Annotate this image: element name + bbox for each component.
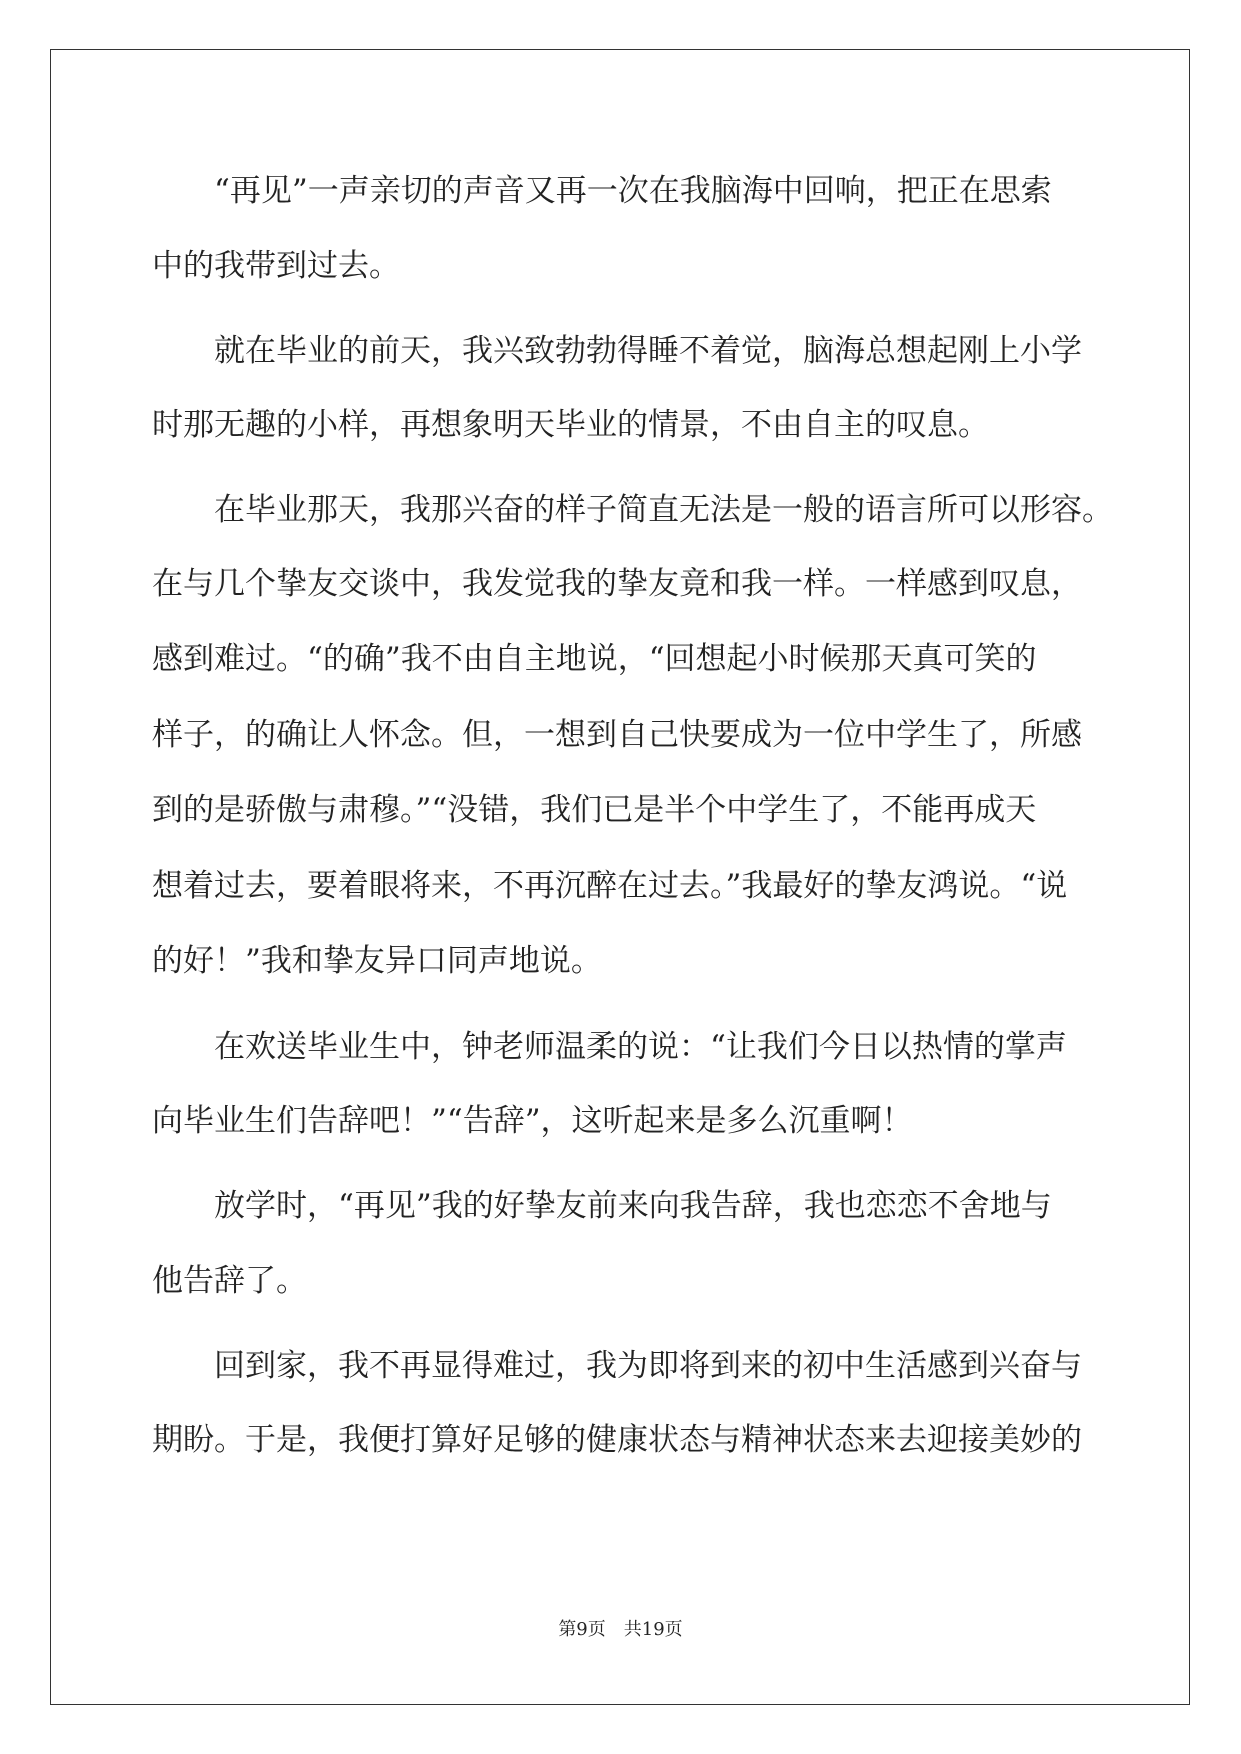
paragraph-line: “再见”一声亲切的声音又再一次在我脑海中回响，把正在思索 bbox=[214, 173, 1052, 209]
paragraph-line: 他告辞了。 bbox=[152, 1263, 307, 1299]
paragraph-line: 的好！”我和挚友异口同声地说。 bbox=[152, 943, 602, 979]
paragraph-line: 到的是骄傲与肃穆。”“没错，我们已是半个中学生了，不能再成天 bbox=[152, 792, 1037, 828]
paragraph-line: 在欢送毕业生中，钟老师温柔的说：“让我们今日以热情的掌声 bbox=[214, 1029, 1067, 1065]
paragraph-line: 感到难过。“的确”我不由自主地说，“回想起小时候那天真可笑的 bbox=[152, 641, 1037, 677]
paragraph-line: 在毕业那天，我那兴奋的样子简直无法是一般的语言所可以形容。 bbox=[214, 492, 1113, 528]
paragraph-line: 回到家，我不再显得难过，我为即将到来的初中生活感到兴奋与 bbox=[214, 1348, 1082, 1384]
paragraph-line: 样子，的确让人怀念。但，一想到自己快要成为一位中学生了，所感 bbox=[152, 717, 1082, 753]
paragraph-line: 时那无趣的小样，再想象明天毕业的情景，不由自主的叹息。 bbox=[152, 407, 989, 443]
paragraph-line: 期盼。于是，我便打算好足够的健康状态与精神状态来去迎接美妙的 bbox=[152, 1422, 1082, 1458]
page-footer bbox=[0, 1618, 1241, 1642]
paragraph-line: 在与几个挚友交谈中，我发觉我的挚友竟和我一样。一样感到叹息， bbox=[152, 566, 1082, 602]
page-number: 第9页 共19页 bbox=[558, 1619, 683, 1640]
paragraph-line: 放学时，“再见”我的好挚友前来向我告辞，我也恋恋不舍地与 bbox=[214, 1188, 1052, 1224]
paragraph-line: 中的我带到过去。 bbox=[152, 248, 400, 284]
paragraph-line: 想着过去，要着眼将来，不再沉醉在过去。”我最好的挚友鸿说。“说 bbox=[152, 868, 1068, 904]
paragraph-line: 向毕业生们告辞吧！”“告辞”，这听起来是多么沉重啊！ bbox=[152, 1103, 913, 1139]
paragraph-line: 就在毕业的前天，我兴致勃勃得睡不着觉，脑海总想起刚上小学 bbox=[214, 333, 1082, 369]
